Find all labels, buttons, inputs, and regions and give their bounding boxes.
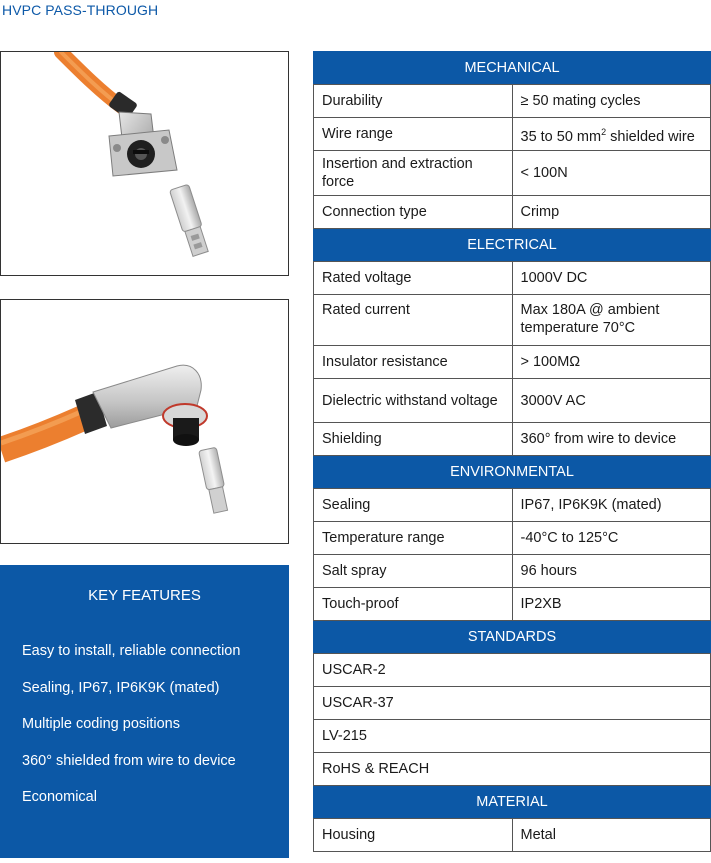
spec-value: Max 180A @ ambient temperature 70°C [512,295,711,346]
table-row [314,295,711,346]
table-row [314,555,711,588]
spec-value: 3000V AC [512,379,711,423]
section-title: ELECTRICAL [314,229,711,262]
table-row [314,720,711,753]
spec-label: Housing [314,819,513,852]
spec-value: Crimp [512,196,711,229]
table-row [314,687,711,720]
standard-item: RoHS & REACH [314,753,711,786]
spec-value: 96 hours [512,555,711,588]
value-superscript: 2 [601,126,607,137]
spec-label: Connection type [314,196,513,229]
spec-label: Wire range [314,118,513,151]
feature-item: Economical [22,789,97,805]
table-row [314,588,711,621]
table-row [314,522,711,555]
spec-value: IP67, IP6K9K (mated) [512,489,711,522]
spec-value: ≥ 50 mating cycles [512,85,711,118]
table-row [314,118,711,151]
standard-item: USCAR-2 [314,654,711,687]
table-row [314,489,711,522]
spec-label: Durability [314,85,513,118]
spec-label: Salt spray [314,555,513,588]
section-title: ENVIRONMENTAL [314,456,711,489]
table-row [314,151,711,196]
value-prefix: 35 to 50 mm [520,128,602,145]
spec-value: > 100MΩ [512,346,711,379]
table-row [314,346,711,379]
table-row [314,654,711,687]
specifications-table [313,51,711,852]
spec-label: Shielding [314,423,513,456]
spec-label: Touch-proof [314,588,513,621]
section-header-mechanical [314,52,711,85]
product-image-right-angle [0,299,289,544]
spec-label: Insertion and extraction force [314,151,513,196]
spec-label: Dielectric withstand voltage [314,379,513,423]
product-image-straight [0,51,289,276]
spec-value: IP2XB [512,588,711,621]
key-features-panel [0,565,289,858]
standard-item: LV-215 [314,720,711,753]
section-title: STANDARDS [314,621,711,654]
section-title: MATERIAL [314,786,711,819]
section-header-environmental [314,456,711,489]
table-row [314,819,711,852]
table-row [314,85,711,118]
section-header-electrical [314,229,711,262]
spec-value: < 100N [512,151,711,196]
spec-value: -40°C to 125°C [512,522,711,555]
spec-label: Insulator resistance [314,346,513,379]
table-row [314,379,711,423]
spec-value: 1000V DC [512,262,711,295]
spec-value: 360° from wire to device [512,423,711,456]
spec-value: Metal [512,819,711,852]
standard-item: USCAR-37 [314,687,711,720]
spec-label: Sealing [314,489,513,522]
value-suffix: shielded wire [606,128,695,145]
spec-label: Rated voltage [314,262,513,295]
section-header-material [314,786,711,819]
table-row [314,196,711,229]
section-header-standards [314,621,711,654]
table-row [314,753,711,786]
key-features-list [22,642,240,825]
spec-label: Rated current [314,295,513,346]
key-features-heading: KEY FEATURES [88,587,201,604]
table-row [314,262,711,295]
feature-item: Easy to install, reliable connection [22,643,241,659]
spec-value [512,118,711,151]
feature-item: Sealing, IP67, IP6K9K (mated) [22,679,220,696]
feature-item: Multiple coding positions [22,716,180,732]
spec-label: Temperature range [314,522,513,555]
feature-item: 360° shielded from wire to device [22,752,236,769]
section-title: MECHANICAL [314,52,711,85]
table-row [314,423,711,456]
page-title: HVPC PASS-THROUGH [2,2,159,18]
